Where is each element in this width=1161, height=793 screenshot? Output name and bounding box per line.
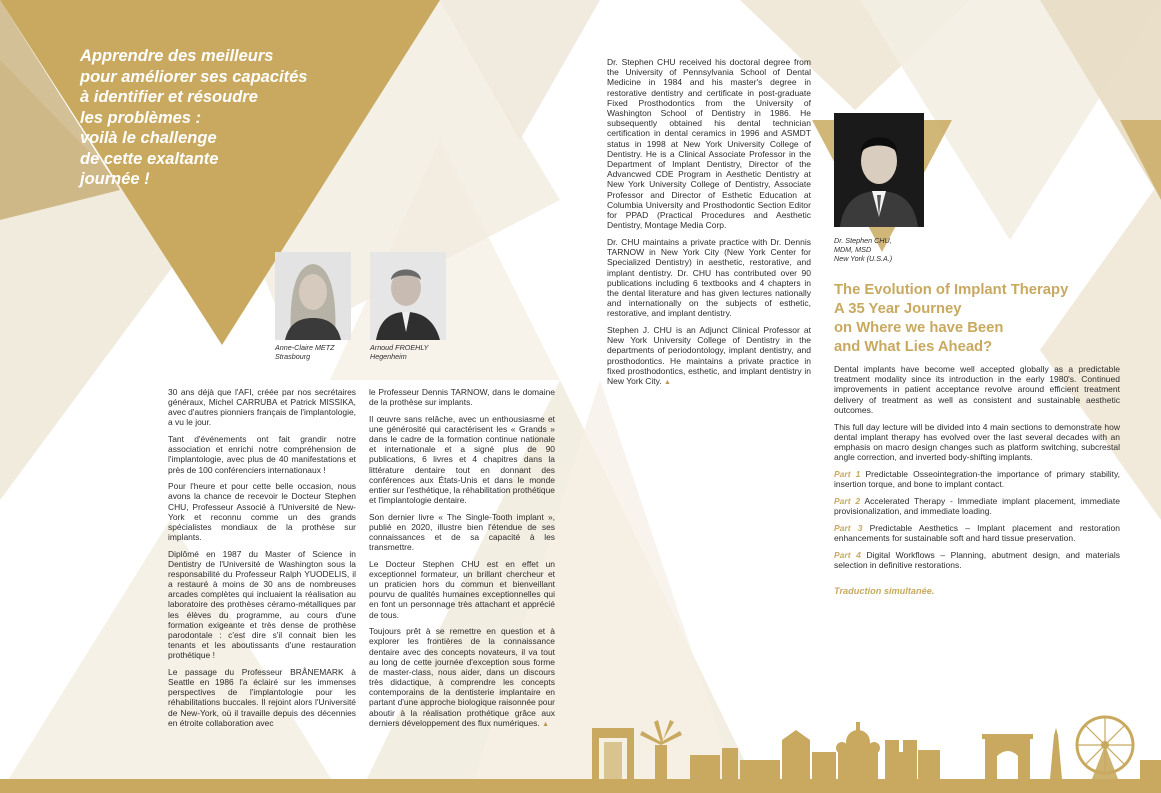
paragraph: Diplômé en 1987 du Master of Science in Dentistry de l'Université de Washington sous la responsabilité du Professeur Ralph YUODELIS, il a restauré à moins de 30 ans de nombreuses arcades complètes qui incluaient la réalisation au laboratoire des prothèses céramo-métalliques par les élèves du programme, au cours d'une formation exigeante et très dense de prothèse parodontale : c'est dire s'il connait bien les tenants et les aboutissants d'une restauration prothétique ! [168, 548, 356, 661]
portrait-froehly [370, 252, 446, 361]
title-line: on Where we have Been [834, 320, 1004, 336]
lecture-description [834, 364, 1120, 576]
man-photo-icon [370, 252, 446, 340]
portrait-photo [370, 252, 446, 340]
paragraph: Son dernier livre « The Single-Tooth implant », publié en 2020, illustre bien l'étendue de ses connaissances et de sa capacité à les transmettre. [369, 511, 555, 553]
part-label: Part 2 [834, 495, 861, 506]
paragraph: Le passage du Professeur BRÅNEMARK à Seattle en 1986 l'a éclairé sur les immenses perspectives de l'implantologie pour les réhabilitations buccales. Il rejoint alors l'Université de New-York, où il travaille depuis des décennies en étroite collaboration avec [168, 666, 356, 728]
tagline-line: à identifier et résoudre [80, 88, 258, 106]
part-label: Part 4 [834, 549, 861, 560]
speaker-degrees: MDM, MSD [834, 245, 872, 255]
tagline-line: les problèmes : [80, 108, 202, 127]
portrait-city: Strasbourg [275, 352, 311, 361]
part-text: Digital Workflows – Planning, abutment design, and materials selection in definitive restorations. [834, 549, 1120, 570]
skyline-base [0, 779, 1161, 793]
speaker-name: Dr. Stephen CHU, [834, 236, 892, 245]
part-item [834, 550, 1120, 570]
paragraph-text: Stephen J. CHU is an Adjunct Clinical Professor at New York University College of Dentistry in the departments of periodontology, implant dentistry, and prosthodontics. He maintains a private practice in fixed prosthodontics, esthetic, and implant dentistry in New York City. [607, 325, 811, 387]
title-line: and What Lies Ahead? [834, 339, 993, 355]
speaker-caption [834, 236, 954, 264]
french-column-2 [369, 387, 555, 736]
paragraph: Dr. CHU maintains a private practice with Dr. Dennis TARNOW in New York City (New York Center for Specialized Dentistry) in aesthetic, restorative, and implant dentistry. Dr. CHU has contributed over 90 publications including 6 textbooks and 4 chapters in the dental literature and has given lectures nationally and internationally on the subjects of esthetic, restorative, and implant dentistry. [607, 236, 811, 319]
paragraph: Dental implants have become well accepted globally as a predictable treatment modality since its introduction in the early 1980's. Continued improvements in patient acceptance revolve around efficient treatment delivery of treatment as well as consistent and sustainable aesthetic outcomes. [834, 364, 1120, 415]
portrait-name: Anne-Claire METZ [275, 343, 335, 352]
paragraph: Il œuvre sans relâche, avec un enthousiasme et une générosité qui caractérisent les « Grands » dans le cadre de la formation continue nationale et internationale et a signé plus de 90 publications, 6 livres et 4 chapitres dans la littérature dentaire tout en donnant des conférences aux États-Unis et dans le monde entier sur l'esthétique, la réhabilitation prothétique et l'implantologie dentaire. [369, 413, 555, 506]
end-triangle-icon: ▲ [664, 379, 671, 387]
tagline-line: voilà le challenge [80, 129, 217, 147]
paragraph-text: Toujours prêt à se remettre en question et à explorer les frontières de la connaissance dentaire avec des concepts novateurs, il va tout au long de cette journée d'exception sous forme de master-class, nous aider, dans un discours très didactique, à comprendre les concepts contemporains de la dentisterie implantaire en partant d'une approche biologique raisonnée pour aboutir à la réalisation prothétique grâce aux derniers développement des flux numériques. [369, 626, 555, 728]
portrait-caption [370, 343, 446, 361]
portrait-photo [275, 252, 351, 340]
portrait-caption [275, 343, 351, 361]
paragraph: le Professeur Dennis TARNOW, dans le domaine de la prothèse sur implants. [369, 387, 555, 408]
paragraph: Pour l'heure et pour cette belle occasion, nous avons la chance de recevoir le Docteur Stephen CHU, Professeur Associé à l'Université de New-York et reconnu comme un des grands spécialistes mondiaux de la prothèse sur implants. [168, 481, 356, 543]
speaker-photo [834, 113, 924, 227]
paragraph: Tant d'événements ont fait grandir notre association et enrichi notre compréhension de l'implantologie, avec plus de 40 manifestations et près de 100 conférenciers internationaux ! [168, 434, 356, 475]
part-text: Accelerated Therapy - Immediate implant placement, immediate provisionalization, and immediate loading. [834, 495, 1120, 516]
part-text: Predictable Aesthetics – Implant placement and restoration enhancements for sustainable soft and hard tissue preservation. [834, 522, 1120, 543]
paragraph: This full day lecture will be divided into 4 main sections to demonstrate how dental implant therapy has evolved over the last several decades with an emphasis on macro design changes such as platform switching, subcrestal angle correction, and inverted body-shifting implants. [834, 421, 1120, 463]
french-column-1 [168, 387, 356, 734]
lecture-title [834, 281, 1134, 357]
paragraph [369, 626, 555, 730]
end-triangle-icon: ▲ [542, 720, 550, 728]
speaker-photo-icon [834, 113, 924, 227]
title-line: A 35 Year Journey [834, 301, 962, 317]
bio-column [607, 57, 811, 395]
tagline-line: pour améliorer ses capacités [80, 67, 308, 86]
paragraph: Dr. Stephen CHU received his doctoral degree from the University of Pennsylvania School of Dental Medicine in 1984 and his master's degree in restorative dentistry and certificate in post-graduate Fixed Prosthodontics from the University of Washington School of Dentistry in 1986. He subsequently obtained his dental technician certification in dental ceramics in 1996 and ASMDT status in 1998 at New York University College of Dentistry. He is a Clinical Associate Professor in the Department of Implant Dentistry, Director of the Advancwed CDE Program in Aesthetic Dentistry at New York University College of Dentistry, Associate Professor and Director of Esthetic Education at Columbia University and Prosthodontic Section Editor for PPAD (Practical Procedures and Aesthetic Dentistry, Montage Media Corp. [607, 57, 811, 231]
tagline-line: de cette exaltante [80, 149, 219, 168]
part-item [834, 496, 1120, 516]
portrait-name: Arnoud FROEHLY [370, 343, 429, 352]
portrait-city: Hegenheim [370, 352, 407, 361]
tagline [80, 46, 380, 190]
title-line: The Evolution of Implant Therapy [834, 282, 1069, 298]
part-item [834, 469, 1120, 489]
simultaneous-translation-note: Traduction simultanée. [834, 586, 935, 596]
part-label: Part 1 [834, 468, 861, 479]
part-item [834, 523, 1120, 543]
speaker-location: New York (U.S.A.) [834, 254, 893, 264]
tagline-line: Apprendre des meilleurs [80, 47, 274, 65]
part-label: Part 3 [834, 522, 863, 533]
woman-photo-icon [275, 252, 351, 340]
paragraph: 30 ans déjà que l'AFI, créée par nos secrétaires généraux, Michel CARRUBA et Patrick MISSIKA, avec d'autres pionniers français de l'implantologie, a vu le jour. [168, 387, 357, 428]
portrait-metz [275, 252, 351, 361]
paragraph [607, 325, 811, 388]
part-text: Predictable Osseointegration-the importance of primary stability, insertion torque, and bone to implant contact. [834, 468, 1120, 490]
tagline-line: journée ! [80, 170, 150, 188]
paragraph: Le Docteur Stephen CHU est en effet un exceptionnel formateur, un brillant chercheur et un praticien hors du commun et bienveillant pourvu de qualités humaines exceptionnelles qui en font un personnage très attachant et apprécié de tous. [369, 558, 555, 620]
